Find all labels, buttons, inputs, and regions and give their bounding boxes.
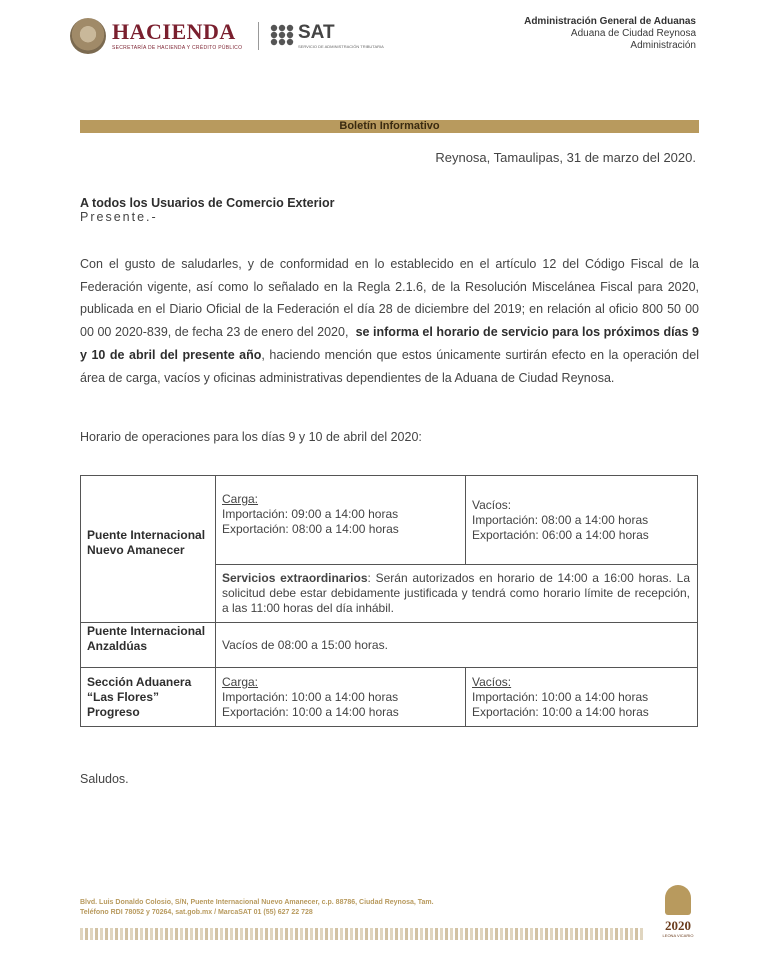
portrait-icon — [665, 885, 691, 915]
row3-carga-export: Exportación: 10:00 a 14:00 horas — [222, 705, 399, 719]
body-text-2: , haciendo mención que estos únicamente surtirán efecto en la operación del área de carga, vacíos y oficinas administrativas dependientes de la Aduana de Ciudad Reynosa. — [80, 347, 699, 385]
office-line-3: Administración — [630, 40, 696, 51]
row1-carga-import: Importación: 09:00 a 14:00 horas — [222, 507, 399, 521]
row2-text: Vacíos de 08:00 a 15:00 horas. — [222, 638, 388, 652]
body-text-1: Con el gusto de saludarles, y de conformidad en lo establecido en el artículo 12 del Código Fiscal de la Federación vigente, así como lo señalado en la Regla 2.1.6, de la Resolución Miscelánea Fiscal para 2020, publicada en el Diario Oficial de la Federación el día 28 de diciembre del 2019; en relación al oficio 800 50 00 00 00 2020-839, de fecha 23 de enero del 2020, — [80, 257, 699, 340]
row3-label: Sección Aduanera “Las Flores” Progreso — [87, 675, 192, 719]
header-office-info — [524, 16, 696, 52]
schedule-table — [80, 475, 698, 727]
leona-vicario-2020-emblem — [655, 885, 701, 945]
emblem-subtitle: LEONA VICARIO — [662, 933, 694, 938]
table-row-label-cell — [80, 622, 216, 668]
row3-carga-import: Importación: 10:00 a 14:00 horas — [222, 690, 399, 704]
footer-pattern-band — [80, 928, 645, 940]
row3-vacios-cell — [465, 667, 698, 727]
sat-dots-icon — [270, 24, 294, 46]
footer-address — [80, 898, 434, 918]
body-paragraph — [80, 253, 699, 389]
row3-carga-cell — [215, 667, 466, 727]
row1-carga-export: Exportación: 08:00 a 14:00 horas — [222, 522, 399, 536]
body-bold-text: se informa el horario de servicio para los próximos días 9 y 10 de abril del presente año — [80, 325, 699, 362]
emblem-year: 2020 — [665, 918, 691, 933]
row1-vacios-title: Vacíos: — [472, 498, 512, 512]
closing: Saludos. — [80, 772, 129, 786]
row1-vacios-import: Importación: 08:00 a 14:00 horas — [472, 513, 649, 527]
office-line-1: Administración General de Aduanas — [524, 16, 696, 27]
row1-vacios-export: Exportación: 06:00 a 14:00 horas — [472, 528, 649, 542]
addressee: A todos los Usuarios de Comercio Exterior — [80, 196, 335, 210]
row1-carga-title: Carga: — [222, 492, 259, 506]
coat-of-arms-icon — [70, 18, 106, 54]
table-row-label-cell — [80, 475, 216, 623]
row2-value-cell — [215, 622, 698, 668]
hacienda-wordmark: HACIENDA — [112, 19, 236, 44]
footer-line-2: Teléfono RDI 78052 y 70264, sat.gob.mx / MarcaSAT 01 (55) 627 22 728 — [80, 909, 313, 916]
row3-vacios-title: Vacíos: — [472, 675, 512, 689]
row3-vacios-import: Importación: 10:00 a 14:00 horas — [472, 690, 649, 704]
presente: Presente.- — [80, 210, 158, 224]
extra-services-text: : Serán autorizados en horario de 14:00 a 16:00 horas. La solicitud debe estar debidamente justificada y tendrá como horario límite de recepción, a las 11:00 horas del día inhábil. — [222, 571, 690, 615]
row3-vacios-export: Exportación: 10:00 a 14:00 horas — [472, 705, 649, 719]
sat-subtitle: SERVICIO DE ADMINISTRACIÓN TRIBUTARIA — [298, 44, 384, 49]
footer-line-1: Blvd. Luis Donaldo Colosio, S/N, Puente Internacional Nuevo Amanecer, c.p. 88786, Ciudad Reynosa, Tam. — [80, 899, 434, 906]
row1-extra-text — [222, 571, 690, 616]
schedule-intro: Horario de operaciones para los días 9 y 10 de abril del 2020: — [80, 430, 422, 444]
row1-label: Puente Internacional Nuevo Amanecer — [87, 528, 206, 557]
sat-logo — [270, 22, 390, 52]
extra-services-label: Servicios extraordinarios — [222, 571, 368, 585]
date-line: Reynosa, Tamaulipas, 31 de marzo del 2020. — [435, 150, 696, 165]
row1-vacios-cell — [465, 475, 698, 565]
logo-divider — [258, 22, 259, 50]
bulletin-title: Boletín Informativo — [339, 120, 440, 132]
sat-wordmark: SAT — [298, 22, 335, 43]
hacienda-logo — [70, 18, 250, 56]
office-line-2: Aduana de Ciudad Reynosa — [570, 28, 696, 39]
row2-label: Puente Internacional Anzaldúas — [87, 624, 206, 653]
row1-extra-cell — [215, 564, 698, 623]
hacienda-subtitle: SECRETARÍA DE HACIENDA Y CRÉDITO PÚBLICO — [112, 45, 243, 51]
row3-carga-title: Carga: — [222, 675, 259, 689]
row1-carga-cell — [215, 475, 466, 565]
table-row-label-cell — [80, 667, 216, 727]
